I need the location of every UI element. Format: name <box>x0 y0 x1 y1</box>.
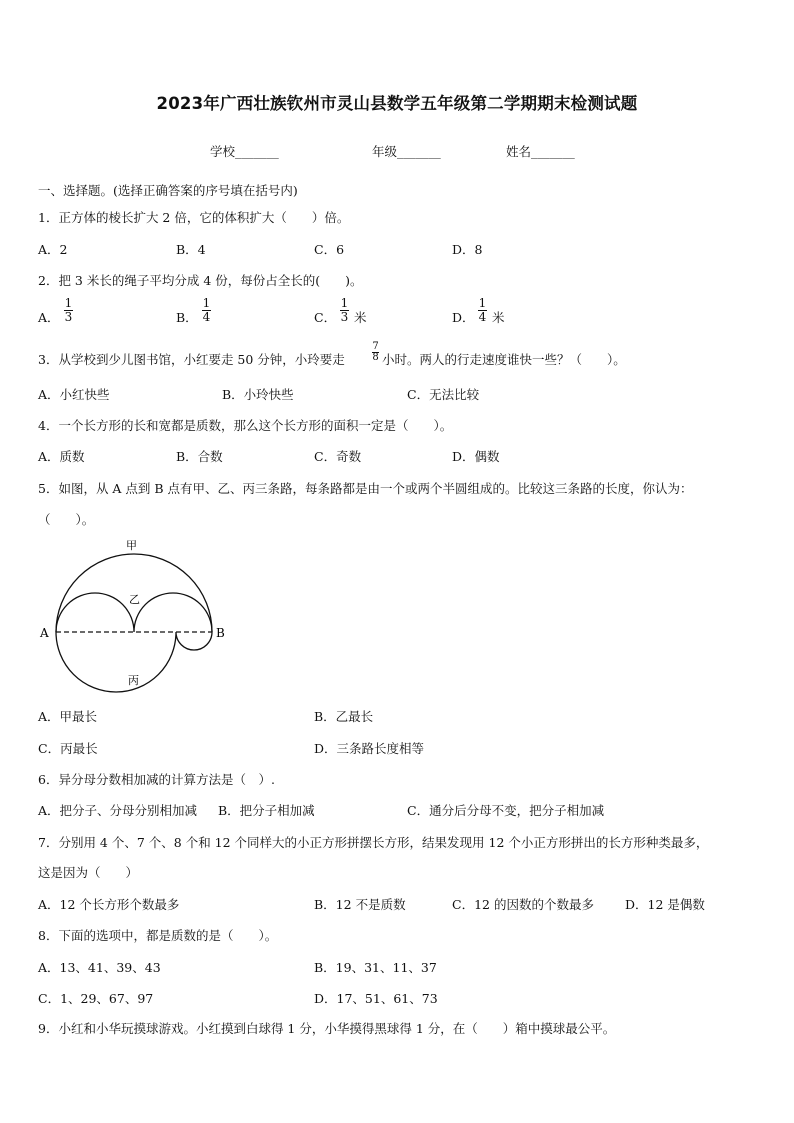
q6-option-c[interactable]: C．通分后分母不变，把分子相加减 <box>407 803 605 818</box>
q2-option-d-label[interactable]: D． <box>452 310 475 325</box>
grade-field[interactable]: 年级_______ <box>372 144 441 159</box>
page-title: 2023年广西壮族钦州市灵山县数学五年级第二学期期末检测试题 <box>156 94 638 113</box>
school-field[interactable]: 学校_______ <box>210 144 279 159</box>
q6-option-b[interactable]: B．把分子相加减 <box>218 803 315 818</box>
question-9-stem: 9．小红和小华玩摸球游戏。小红摸到白球得 1 分，小华摸得黑球得 1 分，在（ ）箱中摸球最公平。 <box>38 1021 616 1036</box>
label-b: B <box>216 626 225 640</box>
q8-option-d[interactable]: D．17、51、61、73 <box>314 991 438 1006</box>
semicircle-paths-figure <box>34 533 234 693</box>
q2-b-numerator: 1 <box>202 296 211 310</box>
label-yi: 乙 <box>129 593 140 606</box>
q1-option-d[interactable]: D．8 <box>452 242 483 257</box>
q5-option-c[interactable]: C．丙最长 <box>38 741 98 756</box>
question-5-stem-line2: （ ）。 <box>38 512 95 527</box>
q7-option-b[interactable]: B．12 不是质数 <box>314 897 406 912</box>
question-3-stem-part1: 3．从学校到少儿图书馆，小红要走 50 分钟，小玲要走 <box>38 352 345 367</box>
q1-option-a[interactable]: A．2 <box>38 242 68 257</box>
q2-option-d-fraction <box>478 297 487 324</box>
question-6-stem: 6．异分母分数相加减的计算方法是（ ）. <box>38 772 275 787</box>
question-7-stem-line1: 7．分别用 4 个、7 个、8 个和 12 个同样大的小正方形拼摆长方形，结果发现用 12 个小正方形拼出的长方形种类最多， <box>38 835 709 850</box>
q5-option-d[interactable]: D．三条路长度相等 <box>314 741 425 756</box>
q2-option-b-label[interactable]: B． <box>176 310 198 325</box>
q2-option-c-label[interactable]: C． <box>314 310 337 325</box>
q2-a-numerator: 1 <box>64 296 73 310</box>
q2-c-denominator: 3 <box>340 310 349 324</box>
question-3-stem-part2: 小时。两人的行走速度谁快一些？（ ）。 <box>382 352 626 367</box>
q2-option-d-unit: 米 <box>492 310 505 325</box>
q3-option-c[interactable]: C．无法比较 <box>407 387 480 402</box>
q1-option-b[interactable]: B．4 <box>176 242 206 257</box>
question-2-stem: 2．把 3 米长的绳子平均分成 4 份，每份占全长的( )。 <box>38 273 363 288</box>
q7-option-d[interactable]: D．12 是偶数 <box>625 897 705 912</box>
section-heading: 一、选择题。(选择正确答案的序号填在括号内) <box>38 183 298 198</box>
label-bing: 丙 <box>128 674 139 687</box>
label-a: A <box>40 626 49 640</box>
q2-a-denominator: 3 <box>64 310 73 324</box>
q2-option-c-fraction <box>340 297 349 324</box>
q8-option-a[interactable]: A．13、41、39、43 <box>38 960 161 975</box>
q2-b-denominator: 4 <box>202 310 211 324</box>
q4-option-d[interactable]: D．偶数 <box>452 449 500 464</box>
question-4-stem: 4．一个长方形的长和宽都是质数，那么这个长方形的面积一定是（ ）。 <box>38 418 453 433</box>
q4-option-b[interactable]: B．合数 <box>176 449 223 464</box>
q3-denominator: 8 <box>372 352 379 363</box>
q3-option-b[interactable]: B．小玲快些 <box>222 387 294 402</box>
name-field[interactable]: 姓名_______ <box>506 144 575 159</box>
q2-d-numerator: 1 <box>478 296 487 310</box>
q2-d-denominator: 4 <box>478 310 487 324</box>
q2-option-a-fraction <box>64 297 73 324</box>
q8-option-c[interactable]: C．1、29、67、97 <box>38 991 154 1006</box>
q1-option-c[interactable]: C．6 <box>314 242 345 257</box>
q2-option-a-label[interactable]: A． <box>38 310 60 325</box>
question-7-stem-line2: 这是因为（ ） <box>38 865 139 880</box>
q2-option-b-fraction <box>202 297 211 324</box>
q7-option-c[interactable]: C．12 的因数的个数最多 <box>452 897 594 912</box>
q5-option-a[interactable]: A．甲最长 <box>38 709 98 724</box>
question-5-stem-line1: 5．如图，从 A 点到 B 点有甲、乙、丙三条路，每条路都是由一个或两个半圆组成的。比较这三条路的长度，你认为： <box>38 481 693 496</box>
q7-option-a[interactable]: A．12 个长方形个数最多 <box>38 897 180 912</box>
q5-option-b[interactable]: B．乙最长 <box>314 709 374 724</box>
q4-option-a[interactable]: A．质数 <box>38 449 85 464</box>
label-jia: 甲 <box>126 539 137 552</box>
q3-option-a[interactable]: A．小红快些 <box>38 387 110 402</box>
q2-c-numerator: 1 <box>340 296 349 310</box>
q3-fraction <box>372 342 379 363</box>
q6-option-a[interactable]: A．把分子、分母分别相加减 <box>38 803 198 818</box>
q2-option-c-unit: 米 <box>354 310 367 325</box>
q8-option-b[interactable]: B．19、31、11、37 <box>314 960 437 975</box>
q3-numerator: 7 <box>372 341 379 352</box>
q4-option-c[interactable]: C．奇数 <box>314 449 362 464</box>
question-8-stem: 8．下面的选项中，都是质数的是（ ）。 <box>38 928 278 943</box>
question-1-stem: 1．正方体的棱长扩大 2 倍，它的体积扩大（ ）倍。 <box>38 210 350 225</box>
